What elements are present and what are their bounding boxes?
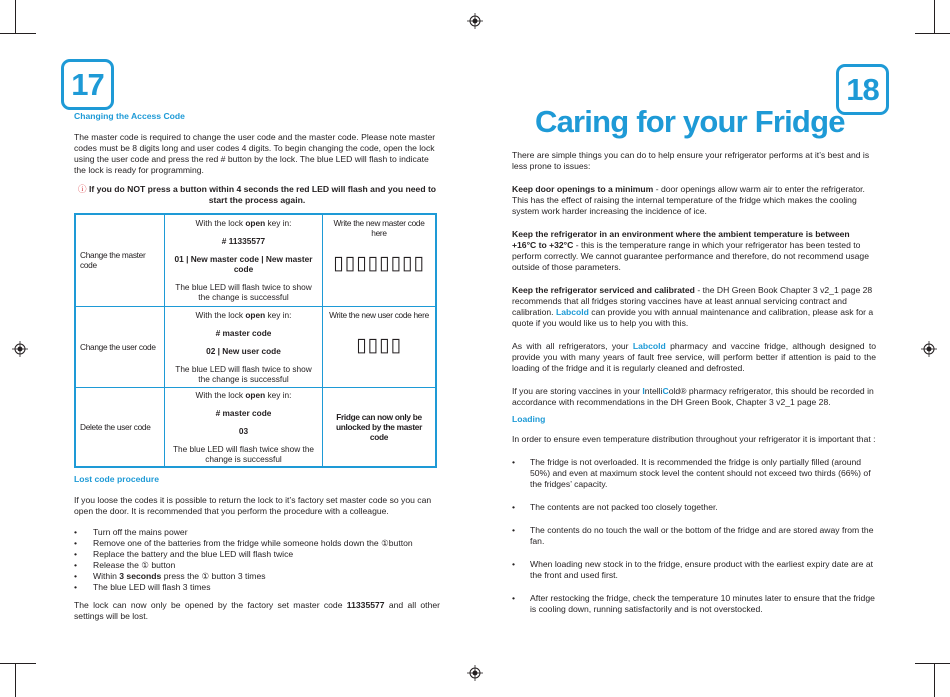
body-paragraph: As with all refrigerators, your Labcold pharmacy and vaccine fridge, although designed to provide you with many years of fault free service, will perform better if attention is paid to the loading of the fridge and it is regularly cleaned and defrosted. (512, 341, 876, 373)
crop-mark (15, 663, 16, 697)
instructions-cell: With the lock open key in: # master code 03 The blue LED will flash twice show the change is successful (165, 387, 323, 467)
write-code-cell: Write the new user code here ▯▯▯▯ (323, 306, 437, 387)
brand-labcold: Labcold (632, 341, 666, 351)
crop-mark (915, 33, 950, 34)
instructions-cell: With the lock open key in: # master code 02 | New user code The blue LED will flash twice to show the change is successful (165, 306, 323, 387)
button-one-icon: ① (141, 560, 149, 570)
tip-paragraph: Keep the refrigerator serviced and calibrated - the DH Green Book Chapter 3 v2_1 page 28 recommends that all fridges storing vaccines have at least annual servicing contract and calibration. Labcold can provide you with annual maintenance and calibration, please ask for a quote if you would like us to help you with this. (512, 285, 874, 328)
tip-paragraph: Keep the refrigerator in an environment where the ambient temperature is between +16°C to +32°C - this is the temperature range in which your refrigerator has been tested to perform correctly. We cannot guarantee performance and therefore, do not recommend usage outside of those parameters. (512, 229, 869, 272)
code-entry-boxes: ▯▯▯▯ (356, 333, 402, 356)
instructions-cell: With the lock open key in: # 11335577 01 | New master code | New master code The blue LED will flash twice to show the change is successful (165, 214, 323, 306)
list-item: • The blue LED will flash 3 times (74, 582, 440, 593)
list-item: • When loading new stock in to the fridge, ensure product with the earliest expiry date are at the front and used first. (512, 559, 876, 581)
table-row (75, 306, 436, 387)
write-code-cell: Write the new master code here ▯▯▯▯▯▯▯▯ (323, 214, 437, 306)
row-label: Change the master code (75, 214, 165, 306)
page-number: 17 (61, 59, 114, 110)
row-label: Delete the user code (75, 387, 165, 467)
list-item: • Within 3 seconds press the ① button 3 times (74, 571, 440, 582)
list-item: • Remove one of the batteries from the fridge while someone holds down the ①button (74, 538, 440, 549)
row-label: Change the user code (75, 306, 165, 387)
list-item: • Release the ① button (74, 560, 440, 571)
result-cell: Fridge can now only be unlocked by the master code (323, 387, 437, 467)
list-item: • After restocking the fridge, check the temperature 10 minutes later to ensure that the fridge is cooling down, running satisfactorily and is not overstocked. (512, 593, 876, 615)
access-code-table (74, 213, 437, 468)
warning-note: ⓘ If you do NOT press a button within 4 seconds the red LED will flash and you need to start the process again. (77, 184, 437, 205)
button-one-icon: ① (201, 571, 210, 581)
registration-mark-icon (467, 13, 483, 29)
crop-mark (915, 663, 950, 664)
registration-mark-icon (12, 341, 28, 357)
code-entry-boxes: ▯▯▯▯▯▯▯▯ (333, 252, 425, 274)
list-item: • The contents are not packed too closely together. (512, 502, 876, 513)
section-heading: Changing the Access Code (74, 111, 185, 121)
page-number: 18 (836, 64, 889, 115)
loading-bullets (512, 457, 876, 615)
closing-paragraph: The lock can now only be opened by the factory set master code 11335577 and all other settings will be lost. (74, 600, 440, 621)
warning-circle-icon: ⓘ (77, 184, 87, 194)
body-paragraph: If you are storing vaccines in your IntelliCold® pharmacy refrigerator, this should be recorded in accordance with recommendations in the DH Green Book, Chapter 3 v2_1 page 28. (512, 386, 874, 407)
crop-mark (0, 33, 36, 34)
lost-code-intro: If you loose the codes it is possible to return the lock to it’s factory set master code so you can open the door. It is recommended that you perform the procedure with a colleague. (74, 495, 432, 516)
brand-labcold: Labcold (555, 307, 589, 317)
right-column (512, 150, 876, 627)
loading-intro: In order to ensure even temperature distribution throughout your refrigerator it is important that : (512, 434, 876, 444)
intro-paragraph: There are simple things you can do to help ensure your refrigerator performs at it’s best and is less prone to issues: (512, 150, 870, 171)
button-one-icon: ① (381, 538, 389, 548)
table-row (75, 387, 436, 467)
list-item: • The fridge is not overloaded. It is recommended the fridge is only partially filled (around 50%) and even at maximum stock level the content should not exceed two thirds (66%) of the fridges’ capacity. (512, 457, 876, 490)
crop-mark (934, 663, 935, 697)
brand-intellicold: IntelliCold (642, 386, 681, 396)
section-heading: Loading (512, 414, 546, 424)
registration-mark-icon (921, 341, 937, 357)
section-heading: Lost code procedure (74, 474, 159, 484)
intro-paragraph: The master code is required to change the user code and the master code. Please note master codes must be 8 digits long and user codes 4 digits. To begin changing the code, open the lock using the user code and press the red # button by the lock. The blue LED will flash to indicate the lock is ready for programming. (74, 132, 436, 175)
list-item: • Turn off the mains power (74, 527, 440, 538)
list-item: • Replace the battery and the blue LED will flash twice (74, 549, 440, 560)
registration-mark-icon (467, 665, 483, 681)
tip-paragraph: Keep door openings to a minimum - door openings allow warm air to enter the refrigerator. This has the effect of raising the internal temperature of the fridge which makes the cooling system work harder increasing the incidence of ice. (512, 184, 865, 216)
procedure-steps (74, 527, 440, 593)
list-item: • The contents do no touch the wall or the bottom of the fridge and are stored away from the fan. (512, 525, 876, 547)
table-row (75, 214, 436, 306)
crop-mark (934, 0, 935, 34)
crop-mark (15, 0, 16, 34)
crop-mark (0, 663, 36, 664)
page-title: Caring for your Fridge (535, 104, 845, 139)
